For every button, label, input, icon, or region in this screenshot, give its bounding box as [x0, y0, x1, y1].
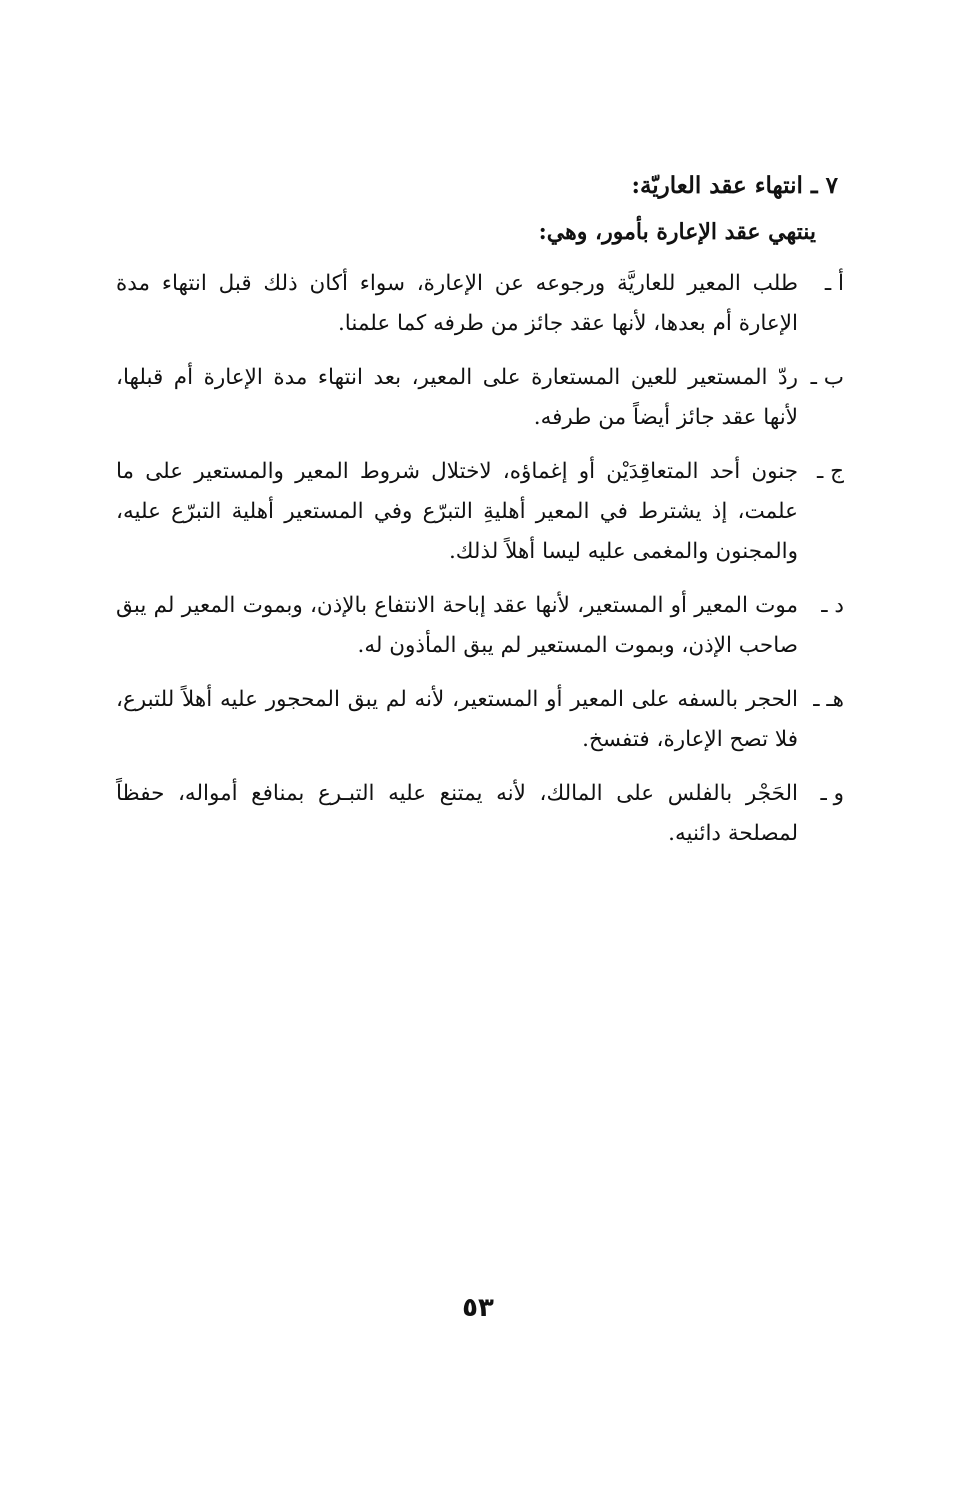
list-item-marker: أ ـ: [824, 271, 844, 296]
list-item-text: الحَجْر بالفلس على المالك، لأنه يمتنع عليه التبـرع بمنافع أمواله، حفظاً لمصلحة دائنيه.: [116, 781, 798, 846]
list-item: [116, 264, 844, 344]
section-heading: ٧ ـ انتهاء عقد العاريّة:: [631, 172, 838, 199]
list-item-marker: ج ـ: [816, 459, 844, 484]
list-item: [116, 680, 844, 760]
list-item-marker: د ـ: [821, 593, 844, 618]
list-item: [116, 586, 844, 666]
list-item-text: الحجر بالسفه على المعير أو المستعير، لأنه لم يبق المحجور عليه أهلاً للتبرع، فلا تصح الإعارة، فتفسخ.: [116, 687, 798, 752]
list-item-text: ردّ المستعير للعين المستعارة على المعير، بعد انتهاء مدة الإعارة أم قبلها، لأنها عقد جائز أيضاً من طرفه.: [116, 365, 798, 430]
list-item: [116, 774, 844, 854]
list-item-text: موت المعير أو المستعير، لأنها عقد إباحة الانتفاع بالإذن، وبموت المعير لم يبق صاحب الإذن، وبموت المستعير لم يبق المأذون له.: [116, 593, 798, 658]
list-item-marker: هـ ـ: [813, 687, 844, 712]
list-item: [116, 452, 844, 572]
page-number: ٥٣: [462, 1293, 494, 1323]
list-item-marker: ب ـ: [810, 365, 844, 390]
list-item-text: طلب المعير للعاريَّة ورجوعه عن الإعارة، سواء أكان ذلك قبل انتهاء مدة الإعارة أم بعدها، لأنها عقد جائز من طرفه كما علمنا.: [116, 271, 798, 336]
list-item-marker: و ـ: [820, 781, 844, 806]
list-item: [116, 358, 844, 438]
list-item-text: جنون أحد المتعاقِدَيْن أو إغماؤه، لاختلال شروط المعير والمستعير على ما علمت، إذ يشترط في المعير أهليةِ التبرّع وفي المستعير أهلية التبرّع عليه، والمجنون والمغمى عليه ليسا أهلاً لذلك.: [116, 459, 798, 564]
section-intro: ينتهي عقد الإعارة بأمور، وهي:: [538, 219, 816, 245]
